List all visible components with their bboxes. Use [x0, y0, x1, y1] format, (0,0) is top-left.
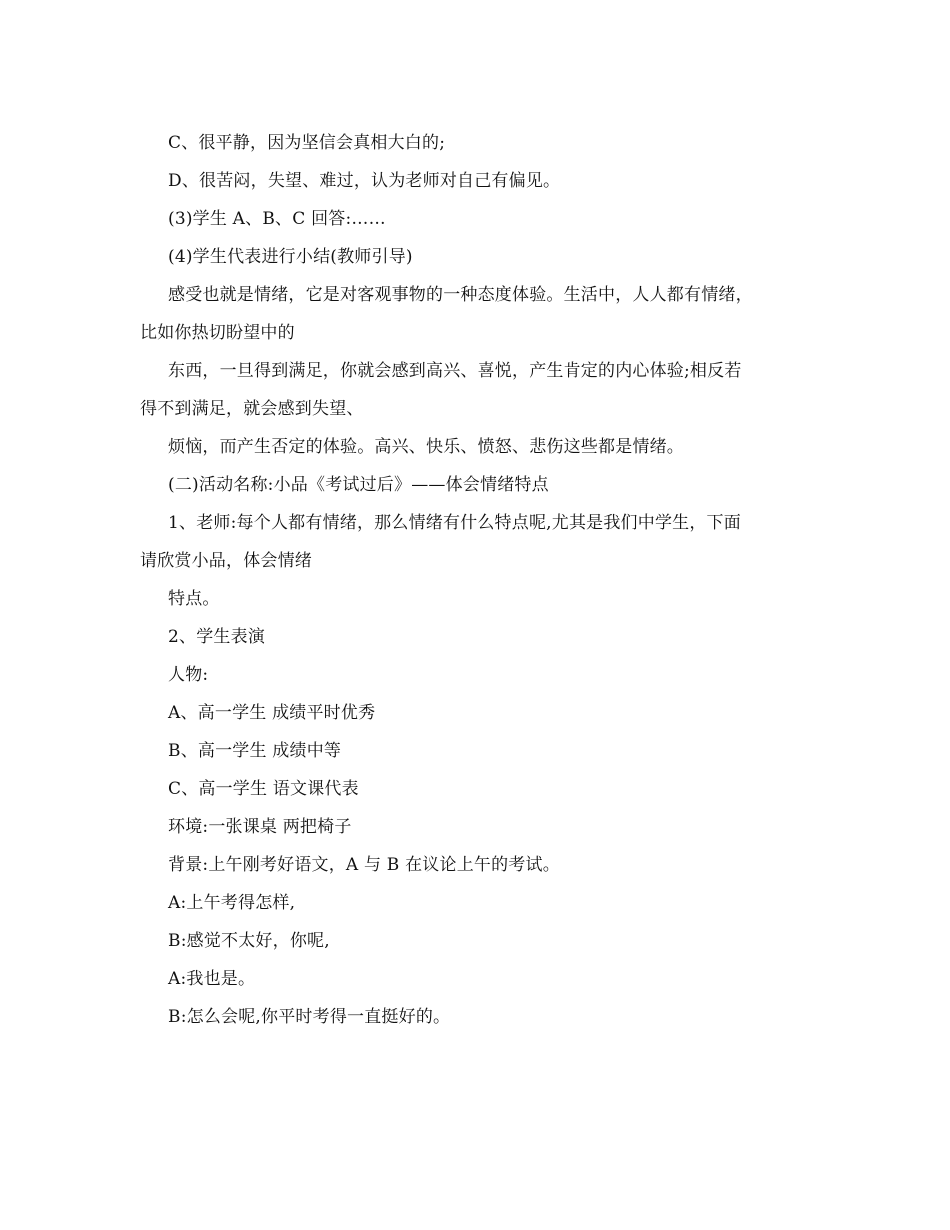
line-student-performance: 2、学生表演: [168, 627, 266, 647]
document-body: [140, 124, 805, 1036]
line-character-a: A、高一学生 成绩平时优秀: [168, 703, 376, 723]
line-emotion-definition-1: 感受也就是情绪，它是对客观事物的一种态度体验。生活中，人人都有情绪，: [168, 285, 753, 305]
line-teacher-intro-2: 请欣赏小品，体会情绪: [140, 551, 312, 571]
line-dialogue-a-2: A:我也是。: [168, 969, 256, 989]
line-background: 背景:上午刚考好语文，A 与 B 在议论上午的考试。: [168, 855, 560, 875]
line-step-3: (3)学生 A、B、C 回答:……: [168, 209, 386, 229]
line-dialogue-b-2: B:怎么会呢,你平时考得一直挺好的。: [168, 1007, 451, 1027]
line-dialogue-b-1: B:感觉不太好，你呢,: [168, 931, 330, 951]
line-emotion-definition-3: 东西，一旦得到满足，你就会感到高兴、喜悦，产生肯定的内心体验;相反若: [168, 361, 742, 381]
line-setting: 环境:一张课桌 两把椅子: [168, 817, 352, 837]
line-step-4: (4)学生代表进行小结(教师引导): [168, 247, 413, 267]
line-option-c: C、很平静，因为坚信会真相大白的;: [168, 133, 446, 153]
line-dialogue-a-1: A:上午考得怎样,: [168, 893, 296, 913]
line-character-b: B、高一学生 成绩中等: [168, 741, 342, 761]
line-character-c: C、高一学生 语文课代表: [168, 779, 359, 799]
line-emotion-definition-4: 得不到满足，就会感到失望、: [140, 399, 364, 419]
line-emotion-definition-2: 比如你热切盼望中的: [140, 323, 295, 343]
line-teacher-intro-3: 特点。: [168, 589, 220, 609]
line-teacher-intro-1: 1、老师:每个人都有情绪，那么情绪有什么特点呢,尤其是我们中学生，下面: [168, 513, 741, 533]
line-option-d: D、很苦闷，失望、难过，认为老师对自己有偏见。: [168, 171, 561, 191]
line-activity-title: (二)活动名称:小品《考试过后》——体会情绪特点: [168, 475, 549, 495]
line-emotion-definition-5: 烦恼，而产生否定的体验。高兴、快乐、愤怒、悲伤这些都是情绪。: [168, 437, 684, 457]
line-characters-label: 人物:: [168, 665, 209, 685]
